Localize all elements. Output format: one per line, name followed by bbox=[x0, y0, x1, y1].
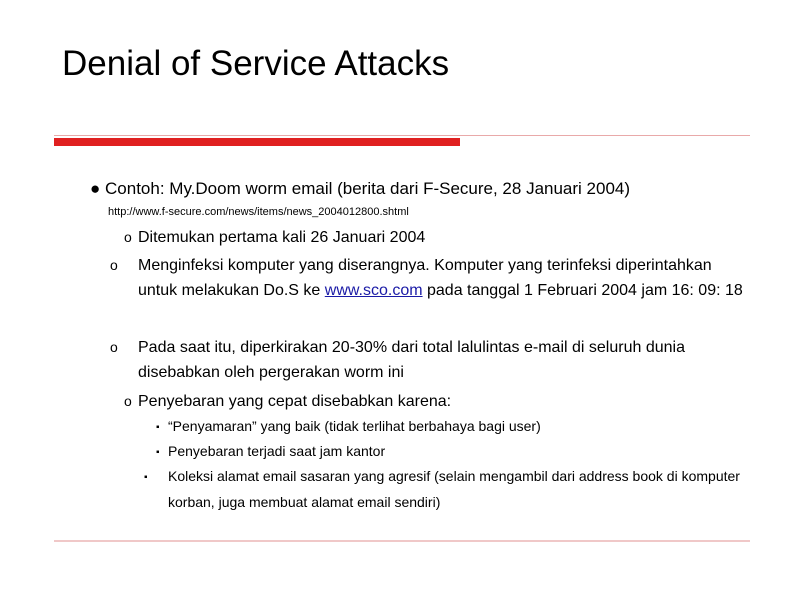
sub-point-text: Penyebaran yang cepat disebabkan karena: bbox=[138, 393, 452, 410]
sub-point-text-before: Menginfeksi komputer yang diserangnya. Komputer yang terinfeksi diperintahkan untuk melakukan Do.S ke bbox=[138, 257, 712, 299]
sub-point-text-after: pada tanggal 1 Februari 2004 jam 16: 09: 18 bbox=[422, 282, 743, 299]
slide-title: Denial of Service Attacks bbox=[62, 44, 450, 83]
sub-point-1 bbox=[124, 225, 734, 250]
title-divider-thin bbox=[54, 135, 750, 136]
source-url: http://www.f-secure.com/news/items/news_2004012800.shtml bbox=[108, 206, 409, 218]
circle-bullet-icon: o bbox=[110, 339, 118, 355]
circle-bullet-icon: o bbox=[124, 393, 132, 409]
sub-point-3 bbox=[110, 335, 748, 385]
title-divider-accent bbox=[54, 138, 460, 146]
reason-2 bbox=[156, 439, 746, 465]
reason-1 bbox=[156, 414, 746, 440]
reason-text: Koleksi alamat email sasaran yang agresif (selain mengambil dari address book di komputer korban, juga membuat alamat email sendiri) bbox=[168, 468, 740, 510]
reason-text: “Penyamaran” yang baik (tidak terlihat berbahaya bagi user) bbox=[168, 418, 541, 434]
sub-point-text: Pada saat itu, diperkirakan 20-30% dari total lalulintas e-mail di seluruh dunia disebabkan oleh pergerakan worm ini bbox=[138, 339, 685, 381]
square-bullet-icon: ▪ bbox=[156, 447, 160, 458]
footer-divider bbox=[54, 540, 750, 542]
sub-point-text: Ditemukan pertama kali 26 Januari 2004 bbox=[138, 229, 426, 246]
main-bullet bbox=[90, 178, 770, 200]
reason-text: Penyebaran terjadi saat jam kantor bbox=[168, 443, 386, 459]
main-bullet-text: Contoh: My.Doom worm email (berita dari F-Secure, 28 Januari 2004) bbox=[105, 179, 631, 198]
square-bullet-icon: ▪ bbox=[144, 472, 148, 483]
circle-bullet-icon: o bbox=[110, 257, 118, 273]
sub-point-2 bbox=[110, 253, 748, 303]
square-bullet-icon: ▪ bbox=[156, 422, 160, 433]
circle-bullet-icon: o bbox=[124, 229, 132, 245]
sub-point-4 bbox=[124, 389, 734, 414]
bullet-dot-icon: ● bbox=[90, 179, 101, 198]
sco-link[interactable]: www.sco.com bbox=[324, 282, 423, 299]
reason-3 bbox=[144, 464, 758, 514]
